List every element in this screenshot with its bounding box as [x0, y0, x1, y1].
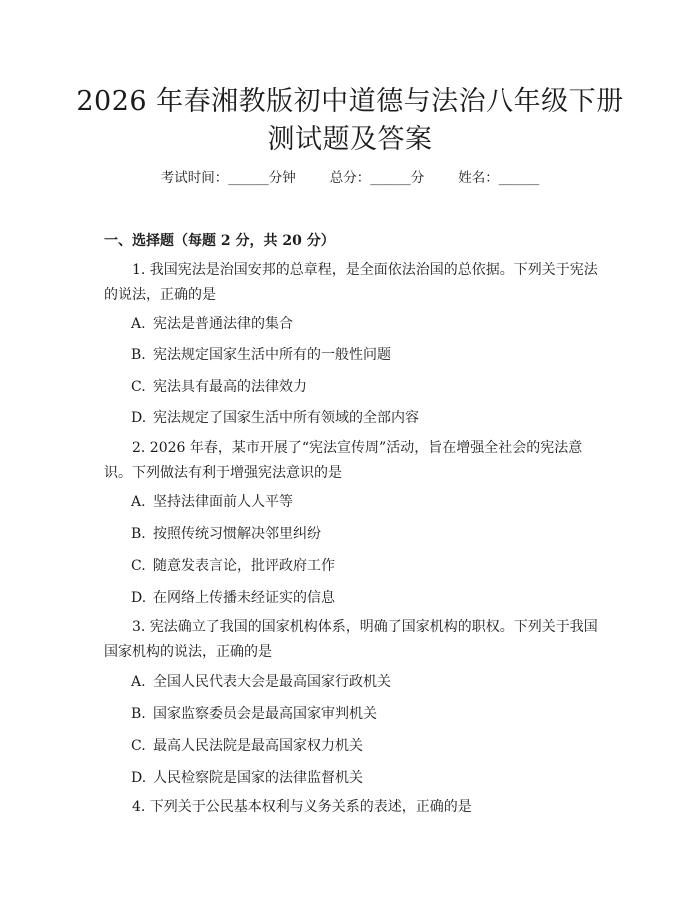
option-letter: A.	[131, 316, 146, 332]
option-letter: D.	[131, 770, 147, 786]
option-letter: D.	[131, 590, 147, 606]
total-score-field: 总分：______分	[329, 170, 425, 186]
option-letter: B.	[131, 526, 146, 542]
question-1-option-d	[131, 409, 591, 427]
option-letter: C.	[131, 558, 146, 574]
question-2-option-c	[131, 557, 591, 575]
question-1-option-c	[131, 378, 591, 396]
option-text: 全国人民代表大会是最高国家行政机关	[153, 674, 391, 690]
option-letter: D.	[131, 410, 147, 426]
option-letter: B.	[131, 347, 146, 363]
question-1-stem: 1. 我国宪法是治国安邦的总章程，是全面依法治国的总依据。下列关于宪法的说法，正确的是	[104, 262, 598, 303]
document-title-line-1: 2026 年春湘教版初中道德与法治八年级下册	[76, 86, 624, 117]
option-text: 人民检察院是国家的法律监督机关	[153, 770, 363, 786]
question-3-option-a	[131, 673, 591, 691]
option-text: 国家监察委员会是最高国家审判机关	[153, 706, 377, 722]
option-text: 宪法规定了国家生活中所有领域的全部内容	[153, 410, 419, 426]
option-text: 宪法具有最高的法律效力	[153, 379, 307, 395]
option-letter: A.	[131, 494, 146, 510]
question-3-option-c	[131, 737, 591, 755]
option-letter: B.	[131, 706, 146, 722]
option-letter: C.	[131, 738, 146, 754]
exam-info-line	[0, 169, 700, 187]
question-2-option-d	[131, 589, 591, 607]
question-1-option-b	[131, 346, 591, 364]
option-text: 随意发表言论，批评政府工作	[153, 558, 335, 574]
option-text: 宪法是普通法律的集合	[153, 316, 293, 332]
question-3-option-d	[131, 769, 591, 787]
option-text: 宪法规定国家生活中所有的一般性问题	[153, 347, 391, 363]
option-text: 坚持法律面前人人平等	[153, 494, 293, 510]
question-2-stem: 2. 2026 年春，某市开展了“宪法宣传周”活动，旨在增强全社会的宪法意识。下列做法有利于增强宪法意识的是	[104, 440, 583, 481]
option-text: 按照传统习惯解决邻里纠纷	[153, 526, 321, 542]
option-text: 最高人民法院是最高国家权力机关	[153, 738, 363, 754]
question-1-option-a	[131, 315, 591, 333]
question-2-option-a	[131, 493, 591, 511]
question-2-option-b	[131, 525, 591, 543]
document-title-line-2: 测试题及答案	[267, 124, 433, 155]
question-4-stem: 4. 下列关于公民基本权利与义务关系的表述，正确的是	[132, 799, 472, 815]
question-3-stem: 3. 宪法确立了我国的国家机构体系，明确了国家机构的职权。下列关于我国国家机构的说法，正确的是	[104, 619, 598, 660]
option-letter: A.	[131, 674, 146, 690]
question-3-option-b	[131, 705, 591, 723]
option-text: 在网络上传播未经证实的信息	[153, 590, 335, 606]
exam-time-field: 考试时间：______分钟	[160, 170, 296, 186]
student-name-field: 姓名：______	[458, 170, 540, 186]
section-heading: 一、选择题（每题 2 分，共 20 分）	[104, 233, 335, 249]
option-letter: C.	[131, 379, 146, 395]
